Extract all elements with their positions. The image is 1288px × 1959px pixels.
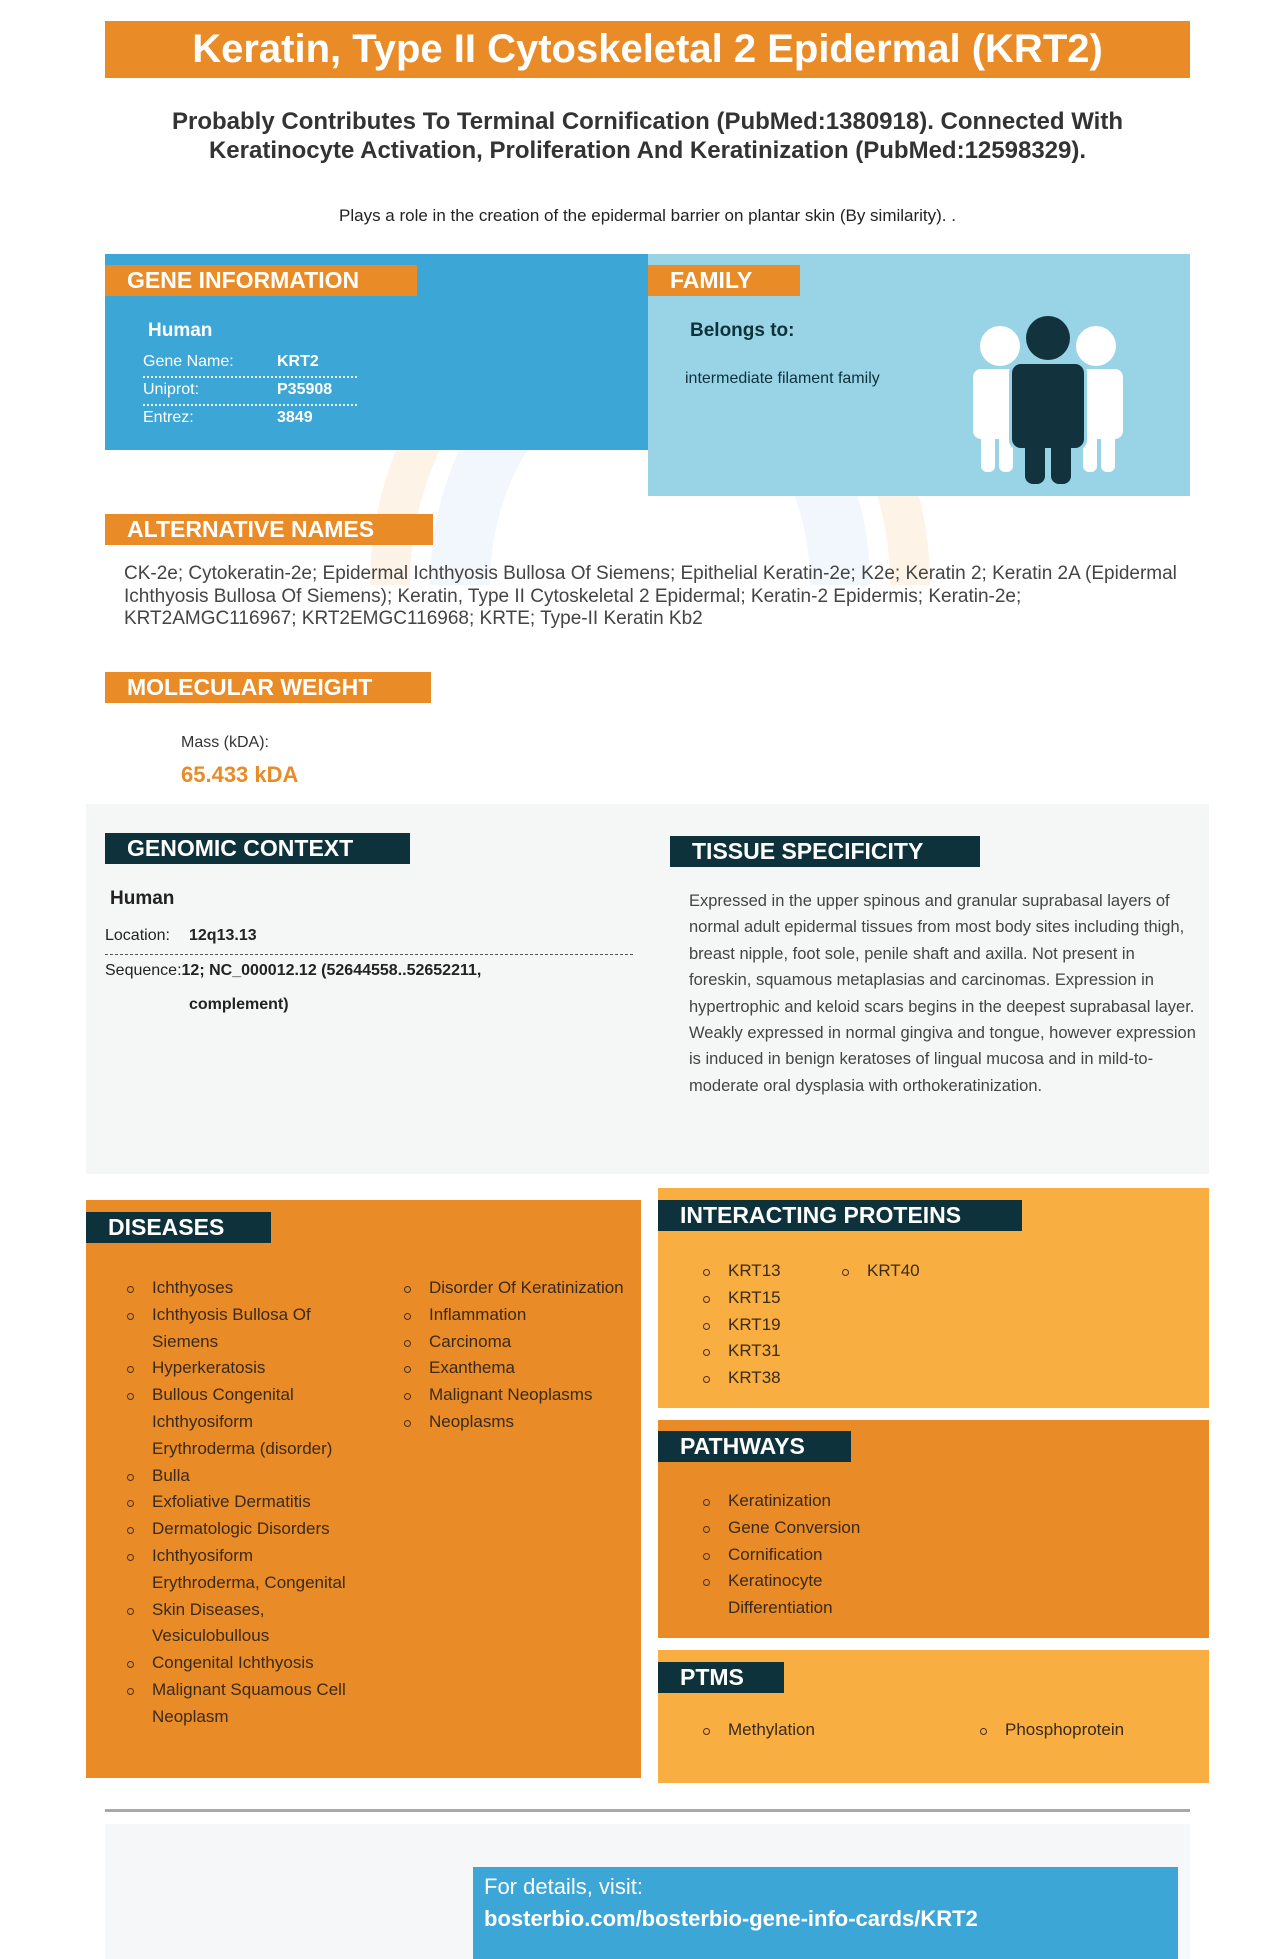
sequence-value-line1: 12; NC_000012.12 (52644558..52652211, [181,962,482,979]
pathway-item: Keratinocyte Differentiation [703,1568,923,1622]
sequence-value-line2: complement) [189,996,289,1013]
gene-name-row [143,348,357,378]
interacting-protein-item: KRT15 [703,1285,823,1312]
interacting-proteins-heading: INTERACTING PROTEINS [658,1200,1022,1231]
footer-divider [105,1809,1190,1812]
disease-item: Ichthyosis Bullosa Of Siemens [127,1302,357,1356]
disease-item: Bullous Congenital Ichthyosiform Erythroderma (disorder) [127,1382,357,1462]
family-value: intermediate filament family [685,370,880,387]
gene-name-value: KRT2 [277,353,319,370]
disease-item: Skin Diseases, Vesiculobullous [127,1597,357,1651]
sequence-row [105,962,625,980]
family-panel [648,254,1190,496]
genomic-context-heading: GENOMIC CONTEXT [105,833,410,864]
disease-item: Exanthema [404,1355,624,1382]
disease-item: Inflammation [404,1302,624,1329]
people-group-icon [973,314,1123,484]
sequence-label: Sequence: [105,962,182,979]
ptms-column-2 [980,1717,1180,1744]
location-label: Location: [105,927,170,944]
alternative-names-heading: ALTERNATIVE NAMES [105,514,433,545]
interacting-proteins-column-1 [703,1258,823,1392]
genomic-species: Human [110,888,175,909]
ptm-item: Methylation [703,1717,903,1744]
gene-information-heading: GENE INFORMATION [105,265,417,296]
interacting-proteins-column-2 [842,1258,962,1285]
location-value: 12q13.13 [189,927,257,944]
mass-label: Mass (kDA): [181,734,269,751]
interacting-proteins-panel [658,1188,1209,1408]
page-title: Keratin, Type II Cytoskeletal 2 Epidermal (KRT2) [105,21,1190,78]
family-heading: FAMILY [648,265,800,296]
details-link-box[interactable] [473,1867,1178,1959]
pathways-panel [658,1420,1209,1638]
details-link[interactable]: bosterbio.com/bosterbio-gene-info-cards/KRT2 [484,1906,978,1931]
disease-item: Exfoliative Dermatitis [127,1489,357,1516]
disease-item: Bulla [127,1463,357,1490]
disease-item: Ichthyoses [127,1275,357,1302]
disease-item: Disorder Of Keratinization [404,1275,624,1302]
pathway-item: Cornification [703,1542,923,1569]
diseases-heading: DISEASES [86,1212,271,1243]
disease-item: Malignant Squamous Cell Neoplasm [127,1677,357,1731]
disease-item: Carcinoma [404,1329,624,1356]
interacting-protein-item: KRT13 [703,1258,823,1285]
interacting-protein-item: KRT31 [703,1338,823,1365]
pathways-heading: PATHWAYS [658,1431,851,1462]
molecular-weight-heading: MOLECULAR WEIGHT [105,672,431,703]
gene-species: Human [148,320,213,341]
location-row [105,927,257,945]
pathways-list [703,1488,923,1622]
disease-item: Ichthyosiform Erythroderma, Congenital [127,1543,357,1597]
disease-item: Congenital Ichthyosis [127,1650,357,1677]
disease-item: Neoplasms [404,1409,624,1436]
tissue-specificity-heading: TISSUE SPECIFICITY [670,836,980,867]
belongs-to-label: Belongs to: [690,320,795,341]
alternative-names-text: CK-2e; Cytokeratin-2e; Epidermal Ichthyosis Bullosa Of Siemens; Epithelial Keratin-2e; K2e; Keratin 2; Keratin 2A (Epidermal Ichthyosis Bullosa Of Siemens); Keratin, Type II Cytoskeletal 2 Epidermal; Keratin-2 Epidermis; Keratin-2e; KRT2AMGC116967; KRT2EMGC116968; KRTE; Type-II Keratin Kb2 [124,563,1177,629]
uniprot-label: Uniprot: [143,381,200,398]
pathway-item: Gene Conversion [703,1515,923,1542]
interacting-protein-item: KRT19 [703,1312,823,1339]
diseases-panel [86,1200,641,1778]
gene-name-label: Gene Name: [143,353,234,370]
genomic-tissue-panel [86,804,1209,1174]
diseases-list-column-1 [127,1275,357,1731]
pathway-item: Keratinization [703,1488,923,1515]
sequence-row-continued [189,996,289,1014]
uniprot-row [143,376,357,406]
disease-item: Hyperkeratosis [127,1355,357,1382]
gene-description: Plays a role in the creation of the epidermal barrier on plantar skin (By similarity). . [339,206,956,225]
tissue-specificity-text: Expressed in the upper spinous and granular suprabasal layers of normal adult epidermal tissues from most body sites including thigh, breast nipple, foot sole, penile shaft and axilla. Not present in foreskin, squamous metaplasias and carcinomas. Expression in hypertrophic and keloid scars begins in the deepest suprabasal layer. Weakly expressed in normal gingiva and tongue, however expression is induced in benign keratoses of lingual mucosa and in mild-to-moderate oral dysplasia with orthokeratinization. [689,892,1196,1095]
diseases-list-column-2 [404,1275,624,1436]
ptms-heading: PTMS [658,1662,784,1693]
details-label: For details, visit: [484,1874,643,1899]
entrez-row [143,404,357,432]
entrez-value[interactable]: 3849 [277,409,313,426]
entrez-label: Entrez: [143,409,194,426]
disease-item: Dermatologic Disorders [127,1516,357,1543]
interacting-protein-item: KRT40 [842,1258,962,1285]
disease-item: Malignant Neoplasms [404,1382,624,1409]
interacting-protein-item: KRT38 [703,1365,823,1392]
ptms-panel [658,1650,1209,1783]
mass-value: 65.433 kDA [181,762,299,787]
uniprot-value[interactable]: P35908 [277,381,333,398]
gene-information-panel [105,254,648,450]
gene-function-summary: Probably Contributes To Terminal Cornification (PubMed:1380918). Connected With Keratinocyte Activation, Proliferation And Keratinization (PubMed:12598329). [172,108,1123,164]
dashed-divider [105,954,633,955]
ptm-item: Phosphoprotein [980,1717,1180,1744]
ptms-column-1 [703,1717,903,1744]
